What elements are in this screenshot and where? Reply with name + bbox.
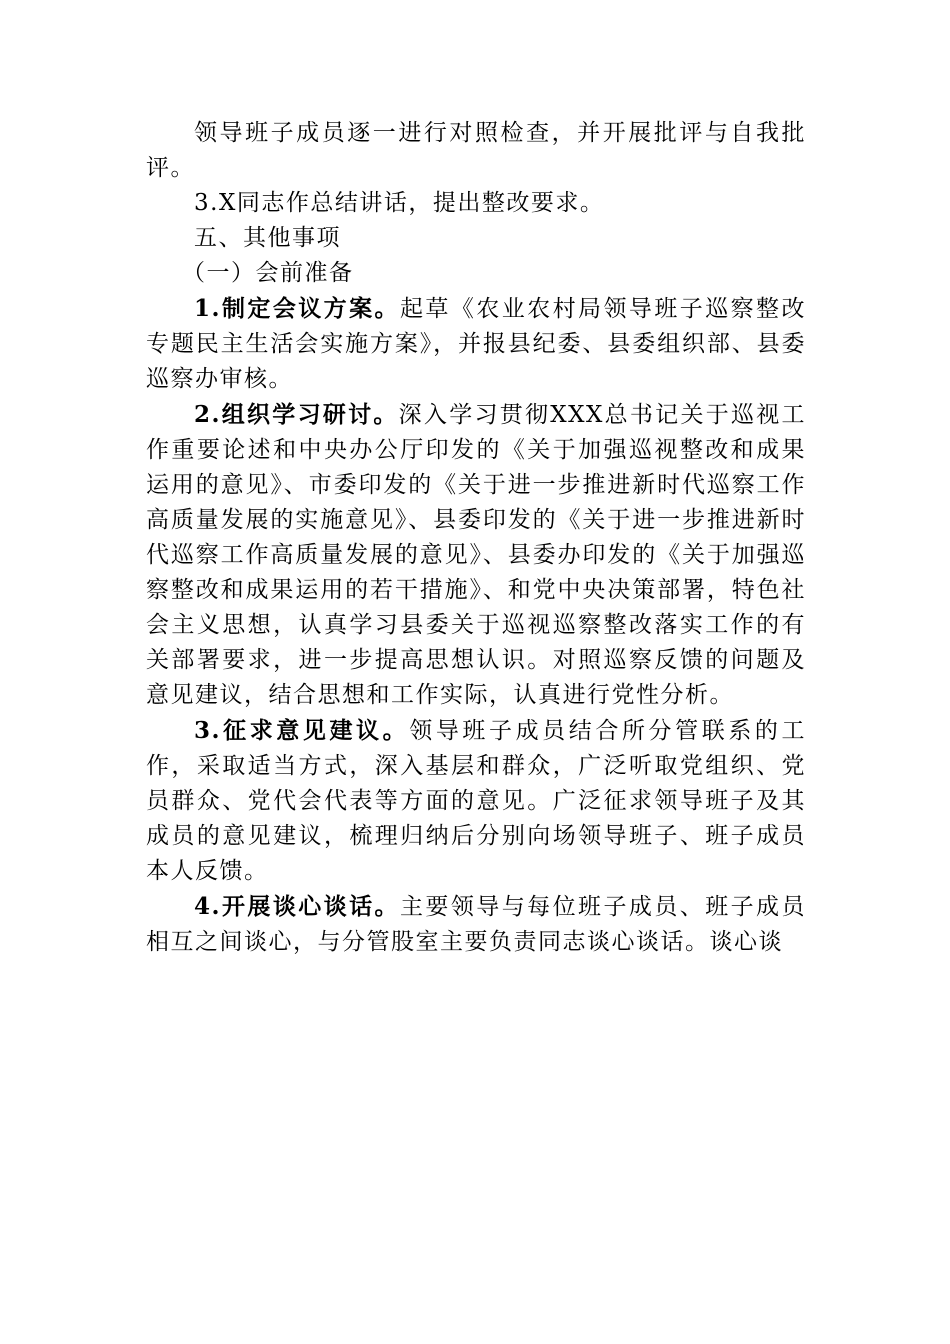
paragraph-summary-speech: 3.X同志作总结讲话，提出整改要求。 [194, 190, 605, 216]
item-meeting-plan [146, 291, 806, 397]
item-study-seminar-lead: 2.组织学习研讨。 [194, 401, 399, 428]
item-meeting-plan-body: 起草《农业农村局领导班子巡察整改专题民主生活会实施方案》，并报县纪委、县委组织部、县委巡察办审核。 [146, 296, 806, 392]
paragraph-self-criticism: 领导班子成员逐一进行对照检查，并开展批评与自我批评。 [146, 120, 806, 181]
document-body [146, 116, 806, 960]
item-solicit-opinions [146, 713, 806, 889]
item-study-seminar [146, 397, 806, 713]
item-heart-to-heart-talks [146, 889, 806, 960]
section-heading: 五、其他事项 [194, 225, 341, 251]
item-study-seminar-body: 深入学习贯彻XXX总书记关于巡视工作重要论述和中央办公厅印发的《关于加强巡视整改和成果运用的意见》、市委印发的《关于进一步推进新时代巡察工作高质量发展的实施意见》、县委印发的《关于进一步推进新时代巡察工作高质量发展的意见》、县委办印发的《关于加强巡察整改和成果运用的若干措施》、和党中央决策部署，特色社会主义思想，认真学习县委关于巡视巡察整改落实工作的有关部署要求，进一步提高思想认识。对照巡察反馈的问题及意见建议，结合思想和工作实际，认真进行党性分析。 [146, 402, 807, 708]
subsection-heading: （一）会前准备 [182, 260, 354, 286]
item-solicit-opinions-lead: 3.征求意见建议。 [194, 717, 410, 744]
item-heart-to-heart-talks-body: 主要领导与每位班子成员、班子成员相互之间谈心，与分管股室主要负责同志谈心谈话。谈心谈 [146, 894, 806, 955]
item-solicit-opinions-body: 领导班子成员结合所分管联系的工作，采取适当方式，深入基层和群众，广泛听取党组织、党员群众、党代会代表等方面的意见。广泛征求领导班子及其成员的意见建议，梳理归纳后分别向场领导班子、班子成员本人反馈。 [146, 718, 806, 884]
item-heart-to-heart-talks-lead: 4.开展谈心谈话。 [194, 893, 400, 920]
item-meeting-plan-lead: 1.制定会议方案。 [194, 295, 400, 322]
